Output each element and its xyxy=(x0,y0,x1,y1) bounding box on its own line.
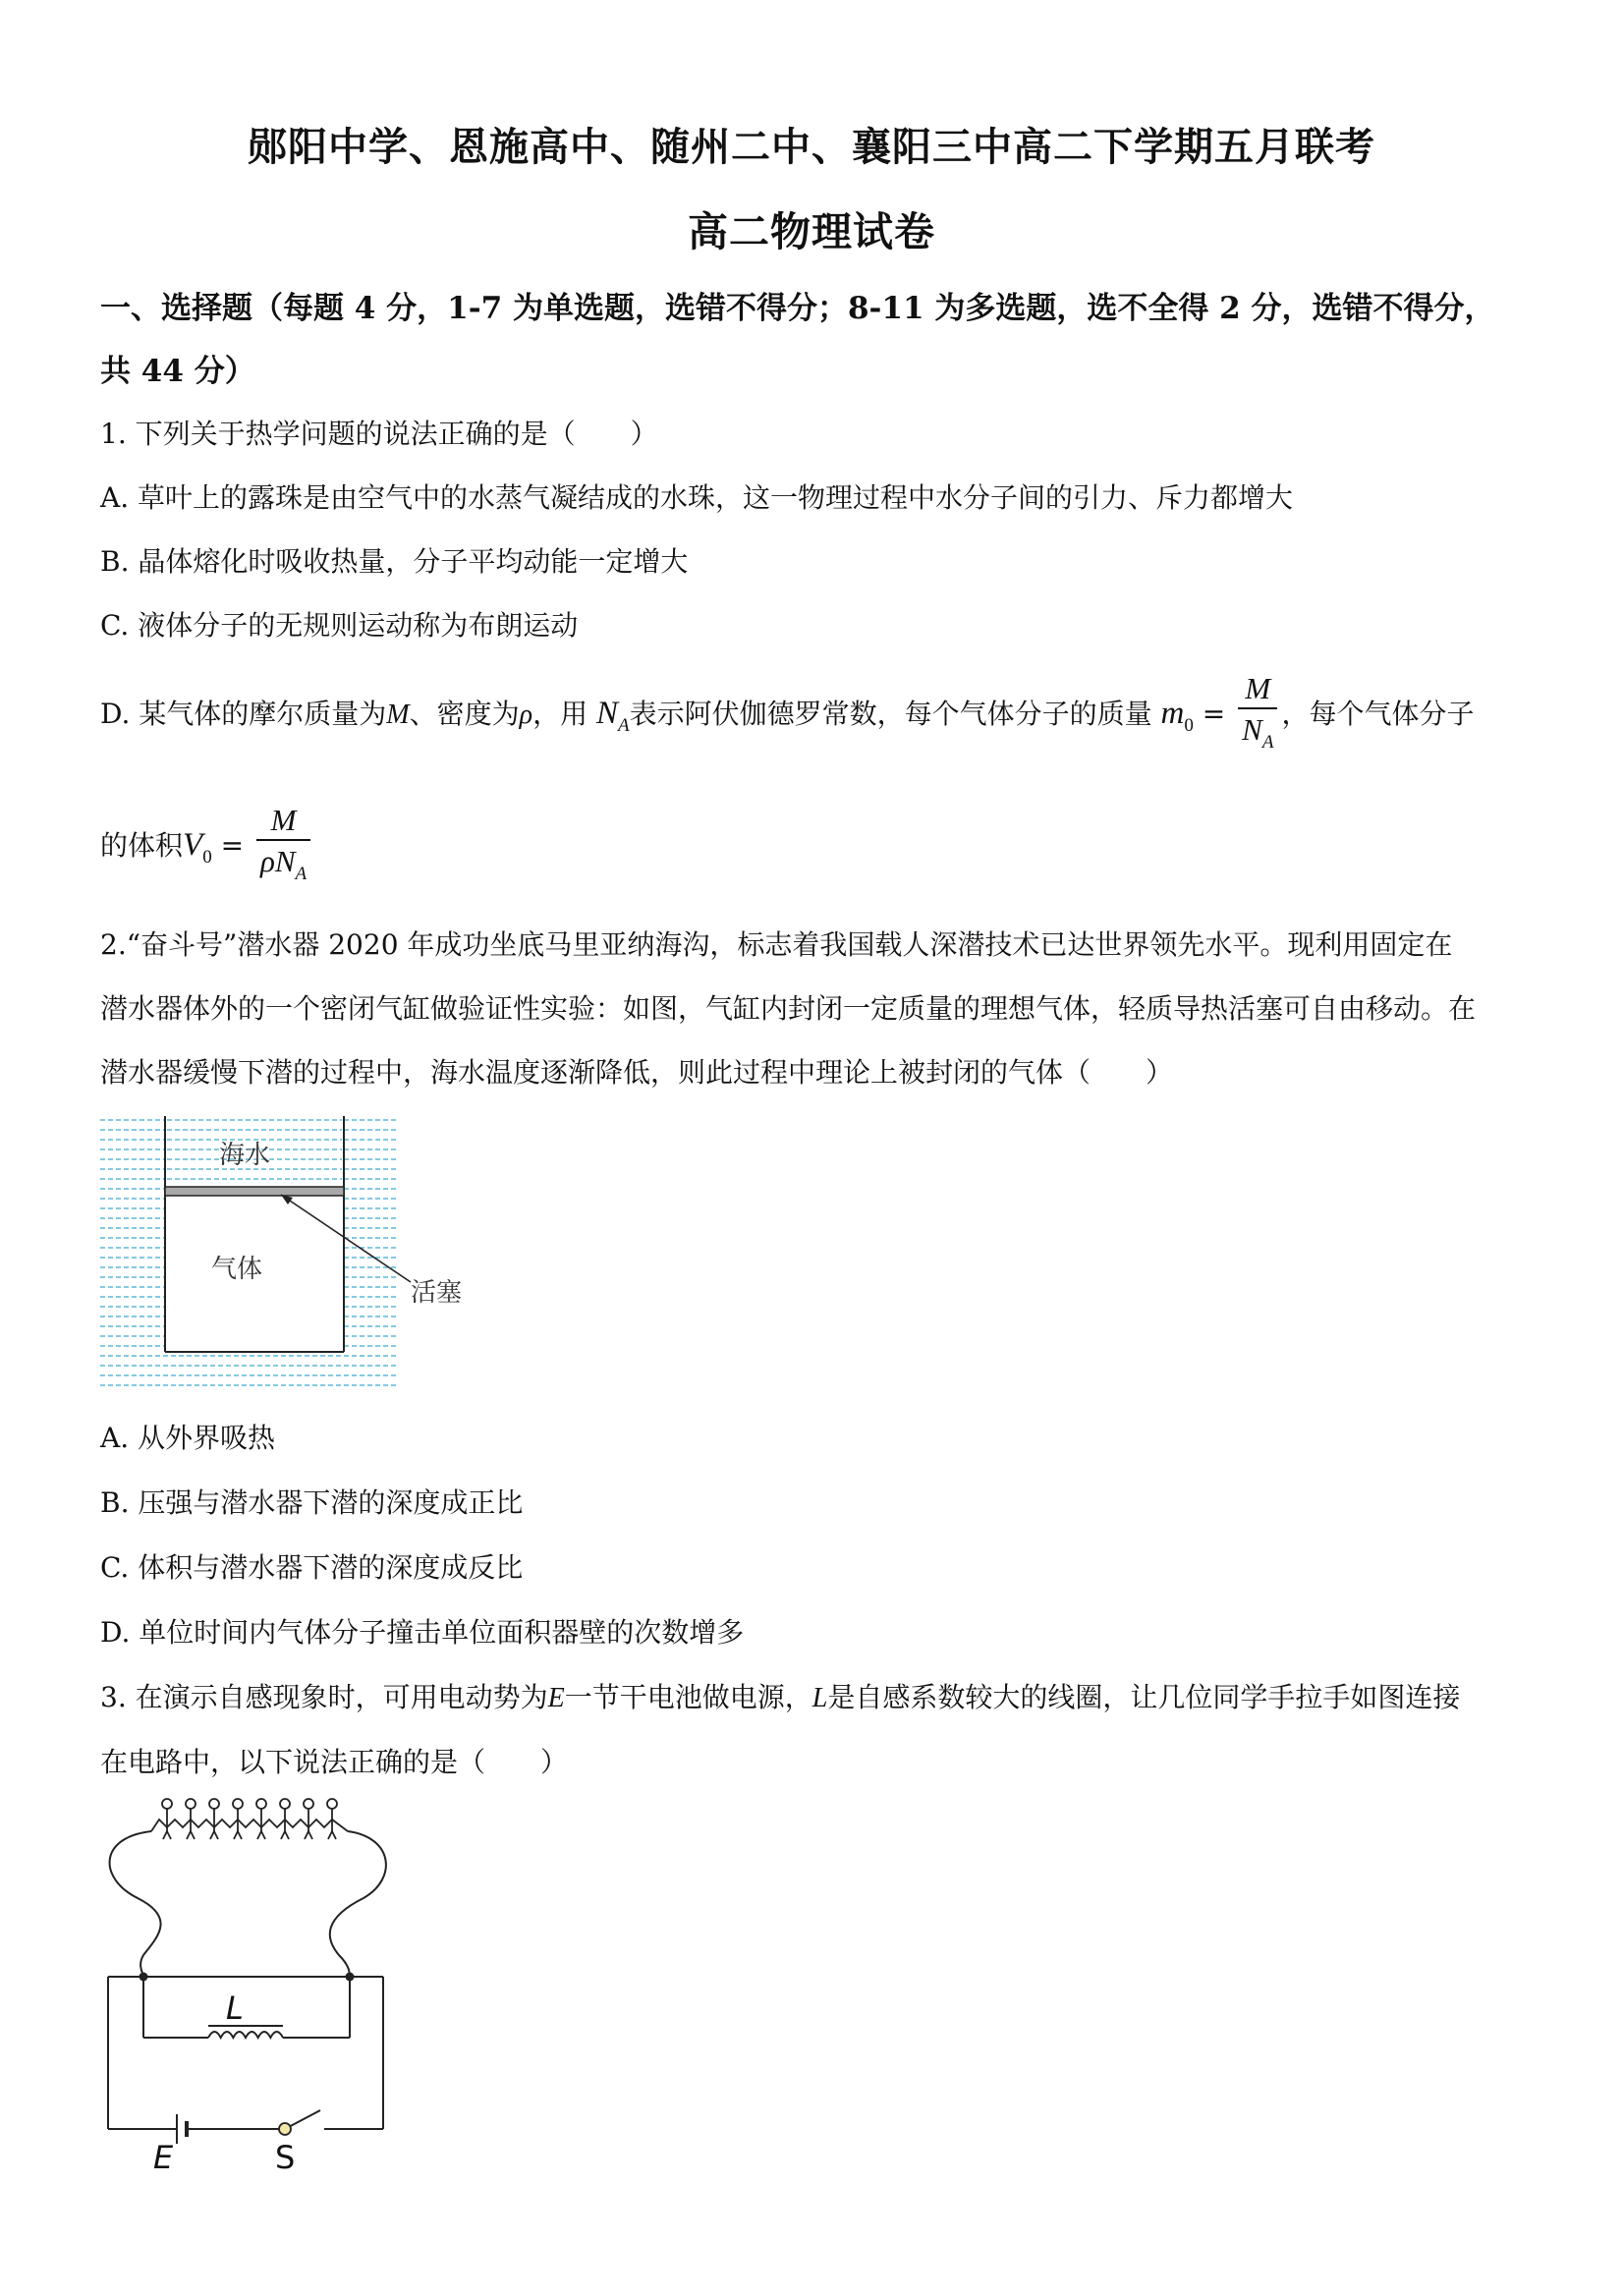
q3-junction-left xyxy=(140,1973,148,1982)
q1-d-text3: ，用 xyxy=(532,698,588,730)
q1-d-frac2-den-A: A xyxy=(295,864,308,884)
q1-d-m0-m: m xyxy=(1160,696,1185,731)
q1-d-NA-N: N xyxy=(595,696,618,731)
q3-label-L: L xyxy=(226,1989,244,2027)
q2-stem-line1: 2.“奋斗号”潜水器 2020 年成功坐底马里亚纳海沟，标志着我国载人深潜技术已达世界领先水平。现利用固定在 xyxy=(100,928,1453,961)
q2-stem-line2: 潜水器体外的一个密闭气缸做验证性实验：如图，气缸内封闭一定质量的理想气体，轻质导热活塞可自由移动。在 xyxy=(100,992,1477,1025)
q2-option-b: B. 压强与潜水器下潜的深度成正比 xyxy=(100,1486,524,1519)
q1-option-d-line1 xyxy=(100,670,1474,761)
q3-label-E: E xyxy=(153,2139,174,2173)
exam-title: 郧阳中学、恩施高中、随州二中、襄阳三中高二下学期五月联考 xyxy=(248,124,1375,170)
q2-label-seawater: 海水 xyxy=(219,1141,271,1170)
q1-option-d-line2 xyxy=(100,802,314,893)
q2-cylinder-diagram xyxy=(98,1110,481,1395)
q1-d-frac2-den-N: N xyxy=(274,844,296,878)
q3-L: L xyxy=(812,1683,828,1713)
q1-d-rho: ρ xyxy=(519,700,533,730)
q1-d-NA-A: A xyxy=(618,715,630,736)
q1-d-NA xyxy=(595,696,630,736)
q1-d-eq2: = xyxy=(220,829,245,862)
q2-option-d: D. 单位时间内气体分子撞击单位面积器壁的次数增多 xyxy=(100,1616,745,1649)
q1-d-frac1-den xyxy=(1238,707,1277,761)
q1-d-M: M xyxy=(386,700,410,730)
q1-d-V0 xyxy=(183,827,212,868)
q3-text1: 3. 在演示自感现象时，可用电动势为 xyxy=(100,1681,548,1713)
q1-d-fraction2 xyxy=(256,802,310,893)
q1-d-text4: 表示阿伏伽德罗常数，每个气体分子的质量 xyxy=(629,698,1152,730)
q1-option-a: A. 草叶上的露珠是由空气中的水蒸气凝结成的水珠，这一物理过程中水分子间的引力、斥力都增大 xyxy=(100,481,1294,514)
q1-d-m0 xyxy=(1160,696,1194,736)
q3-text2: 一节干电池做电源， xyxy=(564,1681,812,1713)
q1-option-b: B. 晶体熔化时吸收热量，分子平均动能一定增大 xyxy=(100,545,689,578)
q3-circuit-wires xyxy=(108,1977,383,2129)
q2-stem-line3: 潜水器缓慢下潜的过程中，海水温度逐渐降低，则此过程中理论上被封闭的气体（ ） xyxy=(100,1056,1174,1089)
q3-label-S: S xyxy=(275,2139,296,2173)
q1-d-V0-0: 0 xyxy=(202,847,212,868)
q2-label-gas: 气体 xyxy=(211,1255,263,1284)
q3-stem-line1 xyxy=(100,1676,1460,1715)
q1-option-c: C. 液体分子的无规则运动称为布朗运动 xyxy=(100,609,579,642)
q1-stem: 1. 下列关于热学问题的说法正确的是（ ） xyxy=(100,418,658,450)
q2-option-c: C. 体积与潜水器下潜的深度成反比 xyxy=(100,1551,524,1584)
q1-d-V0-V: V xyxy=(183,827,203,863)
q1-d-text5: ，每个气体分子 xyxy=(1281,698,1475,730)
section-heading-line2: 共 44 分） xyxy=(100,354,255,389)
q1-d-frac2-den xyxy=(256,839,310,893)
q1-d-frac2-num: M xyxy=(270,803,297,837)
exam-subtitle: 高二物理试卷 xyxy=(688,208,935,255)
q3-people-chain xyxy=(151,1799,348,1839)
q2-piston xyxy=(165,1187,344,1196)
q2-option-a: A. 从外界吸热 xyxy=(100,1422,276,1454)
q2-label-piston: 活塞 xyxy=(411,1278,463,1308)
q1-d-frac2-den-rho: ρ xyxy=(259,844,275,878)
q1-d-text1: D. 某气体的摩尔质量为 xyxy=(100,698,387,730)
q3-junction-right xyxy=(346,1973,355,1982)
q3-text3: 是自感系数较大的线圈，让几位同学手拉手如图连接 xyxy=(827,1681,1461,1713)
q1-d-frac1-num: M xyxy=(1245,671,1271,705)
q3-switch-pivot xyxy=(279,2123,291,2135)
q3-circuit-diagram xyxy=(98,1790,472,2173)
q1-d-fraction1 xyxy=(1238,670,1277,761)
q1-d-eq1: = xyxy=(1202,698,1226,730)
q3-chain-leads xyxy=(110,1831,386,1977)
section-heading-line1: 一、选择题（每题 4 分，1-7 为单选题，选错不得分；8-11 为多选题，选不全得 2 分，选错不得分， xyxy=(100,291,1495,326)
q1-d-text2: 、密度为 xyxy=(409,698,520,730)
q3-inductor-coil xyxy=(208,2032,283,2038)
q1-d-frac1-den-A: A xyxy=(1261,732,1274,753)
q3-E: E xyxy=(547,1683,565,1713)
q1-d-frac1-den-N: N xyxy=(1242,712,1262,747)
q3-stem-line2: 在电路中，以下说法正确的是（ ） xyxy=(100,1746,569,1778)
q1-d-line2-text: 的体积 xyxy=(100,829,184,862)
q1-d-m0-0: 0 xyxy=(1184,715,1194,736)
